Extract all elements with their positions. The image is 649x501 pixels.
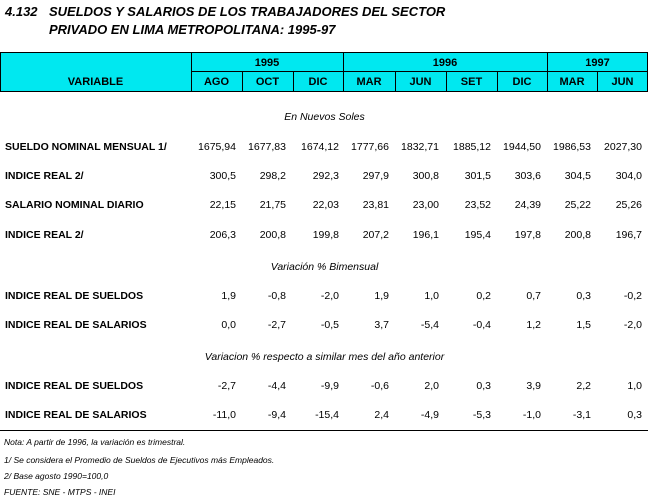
table-bottom-rule (0, 430, 648, 431)
table-cell: -9,4 (267, 409, 286, 421)
table-cell: 304,0 (615, 170, 642, 182)
table-cell: 200,8 (564, 229, 591, 241)
table-title-text: SUELDOS Y SALARIOS DE LOS TRABAJADORES DEL SECTOR (49, 4, 446, 19)
table-cell: 24,39 (514, 199, 541, 211)
table-cell: -2,7 (217, 380, 236, 392)
header-month: AGO (203, 76, 230, 88)
row-label: SALARIO NOMINAL DIARIO (5, 199, 144, 211)
table-cell: 22,15 (209, 199, 236, 211)
header-bottom-rule (0, 91, 648, 92)
table-cell: 207,2 (362, 229, 389, 241)
table-cell: -2,0 (320, 290, 339, 302)
section-title: Variacion % respecto a similar mes del año anterior (204, 351, 445, 363)
table-cell: 1,0 (424, 290, 439, 302)
table-cell: 206,3 (209, 229, 236, 241)
table-cell: 300,5 (209, 170, 236, 182)
header-year: 1996 (432, 57, 458, 69)
table-title-line1 (5, 4, 445, 19)
row-label: INDICE REAL 2/ (5, 170, 84, 182)
footnote-line: 1/ Se considera el Promedio de Sueldos de Ejecutivos más Empleados. (4, 455, 275, 465)
table-cell: 1,9 (374, 290, 389, 302)
table-cell: 3,9 (526, 380, 541, 392)
header-year: 1995 (254, 57, 280, 69)
section-title: En Nuevos Soles (284, 111, 365, 123)
table-cell: 3,7 (374, 319, 389, 331)
header-month: DIC (512, 76, 532, 88)
table-cell: 23,00 (412, 199, 439, 211)
footnote-line: 2/ Base agosto 1990=100,0 (4, 471, 109, 481)
section-title: Variación % Bimensual (270, 261, 379, 273)
table-cell: -0,5 (320, 319, 339, 331)
table-cell: -0,4 (472, 319, 491, 331)
table-title-line2: PRIVADO EN LIMA METROPOLITANA: 1995-97 (49, 22, 336, 37)
header-top-rule (0, 52, 648, 53)
table-cell: 297,9 (362, 170, 389, 182)
row-label: INDICE REAL 2/ (5, 229, 84, 241)
table-cell: 0,2 (476, 290, 491, 302)
table-cell: 0,3 (627, 409, 642, 421)
table-cell: 1674,12 (301, 141, 339, 153)
table-cell: 1885,12 (453, 141, 491, 153)
table-cell: -0,6 (370, 380, 389, 392)
header-month: SET (460, 76, 483, 88)
row-label: INDICE REAL DE SALARIOS (5, 409, 147, 421)
table-cell: 304,5 (564, 170, 591, 182)
row-label: INDICE REAL DE SUELDOS (5, 290, 144, 302)
header-month: OCT (255, 76, 280, 88)
table-cell: -2,7 (267, 319, 286, 331)
table-cell: -9,9 (320, 380, 339, 392)
table-cell: 21,75 (259, 199, 286, 211)
table-cell: 199,8 (312, 229, 339, 241)
table-cell: -1,0 (522, 409, 541, 421)
table-cell: -5,4 (420, 319, 439, 331)
table-cell: 197,8 (514, 229, 541, 241)
table-cell: 1,0 (627, 380, 642, 392)
table-cell: 1,5 (576, 319, 591, 331)
table-cell: 2,2 (576, 380, 591, 392)
table-cell: 1986,53 (553, 141, 591, 153)
table-cell: 2,4 (374, 409, 389, 421)
header-month: MAR (356, 76, 382, 88)
footnote-line: FUENTE: SNE - MTPS - INEI (4, 487, 116, 497)
header-variable: VARIABLE (67, 76, 124, 88)
table-cell: 2,0 (424, 380, 439, 392)
table-cell: 22,03 (312, 199, 339, 211)
table-cell: 1675,94 (198, 141, 236, 153)
table-cell: -11,0 (212, 409, 236, 421)
footnote-line: Nota: A partir de 1996, la variación es trimestral. (4, 437, 186, 447)
header-mid-rule (191, 71, 648, 72)
row-label: INDICE REAL DE SALARIOS (5, 319, 147, 331)
table-cell: 301,5 (464, 170, 491, 182)
header-month: JUN (409, 76, 432, 88)
header-month: JUN (611, 76, 634, 88)
table-cell: 292,3 (312, 170, 339, 182)
header-year: 1997 (585, 57, 610, 69)
table-cell: 23,81 (362, 199, 389, 211)
table-cell: 25,26 (615, 199, 642, 211)
table-cell: 23,52 (464, 199, 491, 211)
table-cell: 1,2 (526, 319, 541, 331)
row-label: SUELDO NOMINAL MENSUAL 1/ (5, 141, 167, 153)
table-cell: -2,0 (623, 319, 642, 331)
table-cell: 0,3 (476, 380, 491, 392)
table-cell: -5,3 (472, 409, 491, 421)
table-cell: -0,2 (623, 290, 642, 302)
table-cell: 2027,30 (604, 141, 642, 153)
table-cell: 303,6 (514, 170, 541, 182)
table-cell: -4,4 (267, 380, 286, 392)
table-cell: 0,0 (221, 319, 236, 331)
table-number: 4.132 (5, 4, 38, 19)
row-label: INDICE REAL DE SUELDOS (5, 380, 144, 392)
table-cell: 0,7 (526, 290, 541, 302)
table-cell: 196,1 (412, 229, 439, 241)
table-cell: 300,8 (412, 170, 439, 182)
table-cell: 1832,71 (401, 141, 439, 153)
table-cell: 1,9 (221, 290, 236, 302)
table-cell: 195,4 (464, 229, 491, 241)
table-cell: -15,4 (315, 409, 339, 421)
table-cell: 1777,66 (351, 141, 389, 153)
table-cell: 0,3 (576, 290, 591, 302)
header-month: MAR (559, 76, 585, 88)
table-cell: 196,7 (615, 229, 642, 241)
table-cell: -3,1 (572, 409, 591, 421)
table-cell: 1944,50 (503, 141, 541, 153)
table-cell: 1677,83 (248, 141, 286, 153)
table-cell: 298,2 (259, 170, 286, 182)
table-cell: 25,22 (564, 199, 591, 211)
table-cell: 200,8 (259, 229, 286, 241)
table-cell: -4,9 (420, 409, 439, 421)
table-cell: -0,8 (267, 290, 286, 302)
header-month: DIC (308, 76, 328, 88)
